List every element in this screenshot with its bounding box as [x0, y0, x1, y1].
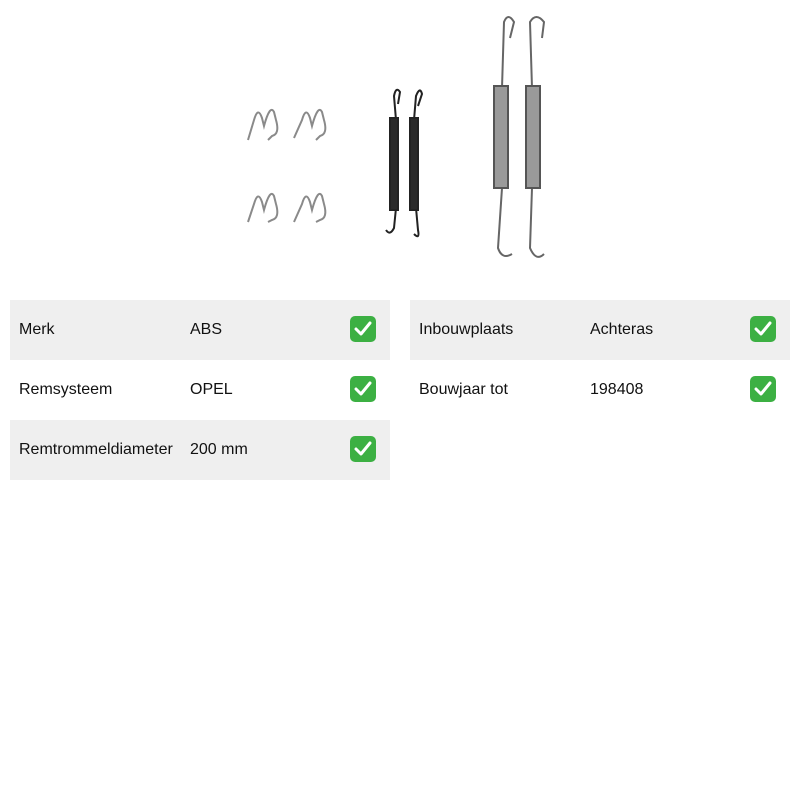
- check-icon: [750, 316, 776, 342]
- spec-value: 198408: [590, 381, 644, 398]
- spec-label: Remsysteem: [19, 381, 113, 398]
- spec-value: ABS: [190, 321, 223, 338]
- check-icon: [750, 376, 776, 402]
- long-spring-left-coil: [494, 86, 508, 188]
- spec-value: Achteras: [590, 321, 654, 338]
- check-icon: [350, 376, 376, 402]
- spec-value: OPEL: [190, 381, 233, 398]
- check-icon: [350, 316, 376, 342]
- spec-label: Bouwjaar tot: [419, 381, 508, 398]
- spec-label: Inbouwplaats: [419, 321, 514, 338]
- clip-bottom-right: [294, 194, 325, 222]
- clip-bottom-left: [248, 194, 277, 222]
- spec-row-bouwjaar-tot: [410, 360, 790, 420]
- short-spring-right-coil: [410, 118, 418, 210]
- spec-row-remtrommeldiameter: [10, 420, 390, 480]
- clip-top-right: [294, 110, 325, 140]
- spec-row-inbouwplaats: [410, 300, 790, 360]
- long-spring-right-coil: [526, 86, 540, 188]
- short-spring-left-coil: [390, 118, 398, 210]
- spec-value: 200 mm: [190, 441, 248, 458]
- spec-table-left: [10, 300, 390, 480]
- product-image: [230, 8, 570, 268]
- spec-label: Merk: [19, 321, 55, 338]
- spec-label: Remtrommeldiameter: [19, 441, 173, 458]
- check-icon: [350, 436, 376, 462]
- spec-table-right: [410, 300, 790, 420]
- clip-top-left: [248, 110, 277, 140]
- spec-row-merk: [10, 300, 390, 360]
- spec-row-remsysteem: [10, 360, 390, 420]
- brake-spring-kit-illustration: [230, 8, 570, 268]
